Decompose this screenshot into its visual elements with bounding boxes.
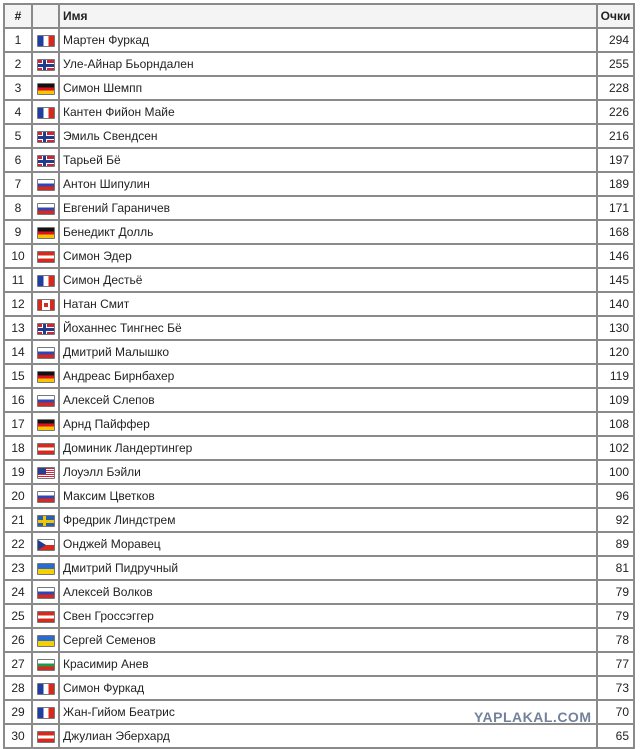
usa-flag-icon	[37, 467, 55, 479]
rank-cell: 13	[4, 316, 32, 340]
athlete-name: Кантен Фийон Майе	[59, 100, 597, 124]
russia-flag-icon	[37, 395, 55, 407]
athlete-name: Эмиль Свендсен	[59, 124, 597, 148]
norway-flag-icon	[37, 323, 55, 335]
rank-cell: 16	[4, 388, 32, 412]
points-cell: 255	[597, 52, 634, 76]
athlete-name: Свен Гроссэггер	[59, 604, 597, 628]
rank-cell: 21	[4, 508, 32, 532]
rank-cell: 11	[4, 268, 32, 292]
table-row	[4, 676, 634, 700]
rank-cell: 4	[4, 100, 32, 124]
rank-cell: 3	[4, 76, 32, 100]
rank-cell: 25	[4, 604, 32, 628]
austria-flag-icon	[37, 611, 55, 623]
rank-cell: 20	[4, 484, 32, 508]
athlete-name: Дмитрий Малышко	[59, 340, 597, 364]
points-cell: 100	[597, 460, 634, 484]
france-flag-icon	[37, 35, 55, 47]
athlete-name: Фредрик Линдстрем	[59, 508, 597, 532]
athlete-name: Симон Шемпп	[59, 76, 597, 100]
germany-flag-icon	[37, 227, 55, 239]
ukraine-flag-icon	[37, 635, 55, 647]
table-row	[4, 268, 634, 292]
points-cell: 145	[597, 268, 634, 292]
athlete-name: Дмитрий Пидручный	[59, 556, 597, 580]
russia-flag-icon	[37, 491, 55, 503]
athlete-name: Красимир Анев	[59, 652, 597, 676]
table-row	[4, 388, 634, 412]
table-row	[4, 436, 634, 460]
athlete-name: Симон Эдер	[59, 244, 597, 268]
points-cell: 226	[597, 100, 634, 124]
rank-cell: 24	[4, 580, 32, 604]
canada-flag-icon	[37, 299, 55, 311]
germany-flag-icon	[37, 83, 55, 95]
points-cell: 70	[597, 700, 634, 724]
flag-cell	[32, 220, 59, 244]
flag-cell	[32, 124, 59, 148]
flag-cell	[32, 580, 59, 604]
flag-cell	[32, 244, 59, 268]
athlete-name: Лоуэлл Бэйли	[59, 460, 597, 484]
table-row	[4, 556, 634, 580]
flag-cell	[32, 460, 59, 484]
athlete-name: Уле-Айнар Бьорндален	[59, 52, 597, 76]
rank-cell: 17	[4, 412, 32, 436]
flag-cell	[32, 652, 59, 676]
flag-cell	[32, 508, 59, 532]
athlete-name: Максим Цветков	[59, 484, 597, 508]
rank-cell: 23	[4, 556, 32, 580]
points-cell: 197	[597, 148, 634, 172]
points-cell: 140	[597, 292, 634, 316]
table-row	[4, 172, 634, 196]
points-cell: 73	[597, 676, 634, 700]
table-row	[4, 292, 634, 316]
points-cell: 294	[597, 28, 634, 52]
rank-cell: 12	[4, 292, 32, 316]
points-cell: 228	[597, 76, 634, 100]
rank-cell: 26	[4, 628, 32, 652]
points-cell: 189	[597, 172, 634, 196]
points-cell: 96	[597, 484, 634, 508]
norway-flag-icon	[37, 131, 55, 143]
table-row	[4, 124, 634, 148]
points-cell: 120	[597, 340, 634, 364]
athlete-name: Антон Шипулин	[59, 172, 597, 196]
athlete-name: Евгений Гараничев	[59, 196, 597, 220]
germany-flag-icon	[37, 419, 55, 431]
table-row	[4, 76, 634, 100]
norway-flag-icon	[37, 59, 55, 71]
points-cell: 77	[597, 652, 634, 676]
flag-cell	[32, 484, 59, 508]
flag-cell	[32, 268, 59, 292]
header-row	[4, 4, 634, 28]
table-row	[4, 100, 634, 124]
rank-cell: 15	[4, 364, 32, 388]
flag-cell	[32, 316, 59, 340]
bulgaria-flag-icon	[37, 659, 55, 671]
athlete-name: Алексей Волков	[59, 580, 597, 604]
table-row	[4, 340, 634, 364]
ukraine-flag-icon	[37, 563, 55, 575]
points-cell: 109	[597, 388, 634, 412]
rank-cell: 8	[4, 196, 32, 220]
athlete-name: Сергей Семенов	[59, 628, 597, 652]
rank-cell: 1	[4, 28, 32, 52]
points-cell: 119	[597, 364, 634, 388]
points-cell: 102	[597, 436, 634, 460]
points-cell: 108	[597, 412, 634, 436]
points-cell: 81	[597, 556, 634, 580]
table-row	[4, 244, 634, 268]
flag-cell	[32, 28, 59, 52]
points-cell: 130	[597, 316, 634, 340]
athlete-name: Онджей Моравец	[59, 532, 597, 556]
austria-flag-icon	[37, 251, 55, 263]
russia-flag-icon	[37, 179, 55, 191]
athlete-name: Доминик Ландертингер	[59, 436, 597, 460]
france-flag-icon	[37, 107, 55, 119]
athlete-name: Алексей Слепов	[59, 388, 597, 412]
czech-flag-icon	[37, 539, 55, 551]
points-cell: 65	[597, 724, 634, 748]
flag-cell	[32, 436, 59, 460]
table-row	[4, 724, 634, 748]
points-cell: 79	[597, 580, 634, 604]
table-row	[4, 628, 634, 652]
points-cell: 146	[597, 244, 634, 268]
flag-cell	[32, 52, 59, 76]
athlete-name: Тарьей Бё	[59, 148, 597, 172]
table-row	[4, 532, 634, 556]
rank-cell: 28	[4, 676, 32, 700]
header-name[interactable]: Имя	[59, 4, 597, 28]
russia-flag-icon	[37, 203, 55, 215]
rank-cell: 6	[4, 148, 32, 172]
points-cell: 92	[597, 508, 634, 532]
russia-flag-icon	[37, 347, 55, 359]
rank-cell: 9	[4, 220, 32, 244]
flag-cell	[32, 292, 59, 316]
athlete-name: Симон Дестьё	[59, 268, 597, 292]
flag-cell	[32, 172, 59, 196]
athlete-name: Натан Смит	[59, 292, 597, 316]
flag-cell	[32, 388, 59, 412]
points-cell: 79	[597, 604, 634, 628]
flag-cell	[32, 628, 59, 652]
athlete-name: Джулиан Эберхард	[59, 724, 597, 748]
points-cell: 89	[597, 532, 634, 556]
standings-table	[3, 3, 635, 749]
table-row	[4, 220, 634, 244]
table-row	[4, 196, 634, 220]
table-row	[4, 52, 634, 76]
flag-cell	[32, 412, 59, 436]
table-row	[4, 148, 634, 172]
flag-cell	[32, 148, 59, 172]
flag-cell	[32, 676, 59, 700]
table-row	[4, 364, 634, 388]
header-rank[interactable]: #	[4, 4, 32, 28]
athlete-name: Мартен Фуркад	[59, 28, 597, 52]
norway-flag-icon	[37, 155, 55, 167]
flag-cell	[32, 340, 59, 364]
points-cell: 171	[597, 196, 634, 220]
athlete-name: Йоханнес Тингнес Бё	[59, 316, 597, 340]
flag-cell	[32, 700, 59, 724]
rank-cell: 7	[4, 172, 32, 196]
athlete-name: Андреас Бирнбахер	[59, 364, 597, 388]
watermark: YAPLAKAL.COM	[474, 709, 592, 725]
table-row	[4, 508, 634, 532]
flag-cell	[32, 364, 59, 388]
rank-cell: 29	[4, 700, 32, 724]
table-row	[4, 604, 634, 628]
flag-cell	[32, 556, 59, 580]
flag-cell	[32, 724, 59, 748]
points-cell: 216	[597, 124, 634, 148]
austria-flag-icon	[37, 731, 55, 743]
athlete-name: Бенедикт Долль	[59, 220, 597, 244]
austria-flag-icon	[37, 443, 55, 455]
flag-cell	[32, 532, 59, 556]
germany-flag-icon	[37, 371, 55, 383]
rank-cell: 22	[4, 532, 32, 556]
table-row	[4, 580, 634, 604]
rank-cell: 14	[4, 340, 32, 364]
table-row	[4, 484, 634, 508]
flag-cell	[32, 604, 59, 628]
table-row	[4, 316, 634, 340]
table-row	[4, 652, 634, 676]
rank-cell: 5	[4, 124, 32, 148]
flag-cell	[32, 196, 59, 220]
rank-cell: 2	[4, 52, 32, 76]
table-row	[4, 412, 634, 436]
france-flag-icon	[37, 683, 55, 695]
table-row	[4, 460, 634, 484]
france-flag-icon	[37, 275, 55, 287]
points-cell: 168	[597, 220, 634, 244]
rank-cell: 19	[4, 460, 32, 484]
header-flag	[32, 4, 59, 28]
sweden-flag-icon	[37, 515, 55, 527]
flag-cell	[32, 76, 59, 100]
rank-cell: 18	[4, 436, 32, 460]
athlete-name: Арнд Пайффер	[59, 412, 597, 436]
rank-cell: 27	[4, 652, 32, 676]
header-points[interactable]: Очки	[597, 4, 634, 28]
flag-cell	[32, 100, 59, 124]
rank-cell: 10	[4, 244, 32, 268]
russia-flag-icon	[37, 587, 55, 599]
athlete-name: Жан-Гийом Беатрис	[59, 700, 597, 724]
france-flag-icon	[37, 707, 55, 719]
points-cell: 78	[597, 628, 634, 652]
athlete-name: Симон Фуркад	[59, 676, 597, 700]
rank-cell: 30	[4, 724, 32, 748]
table-row	[4, 28, 634, 52]
